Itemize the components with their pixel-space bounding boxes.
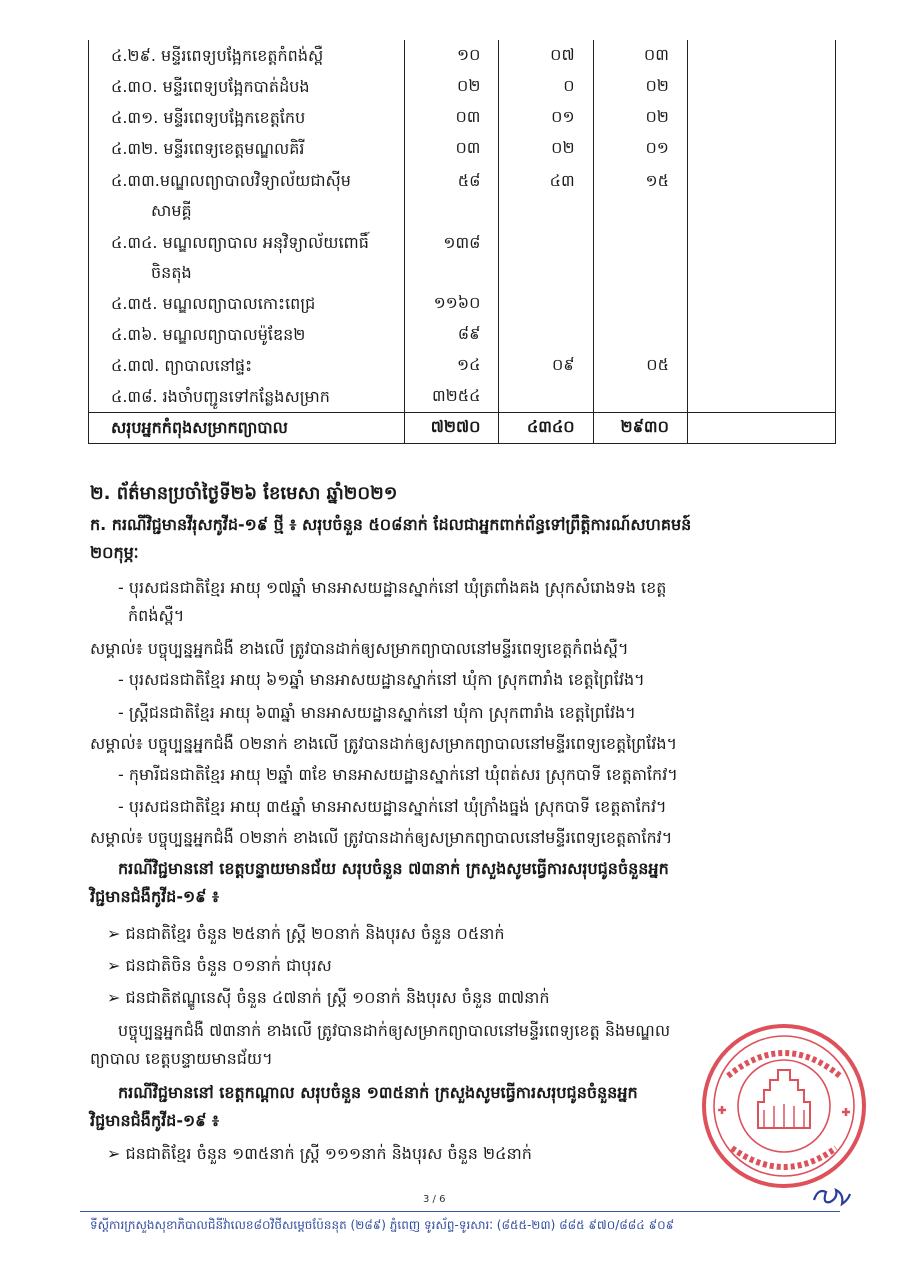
row-notes-cell bbox=[687, 288, 835, 319]
row-value-c3 bbox=[593, 226, 687, 288]
row-value-c3: ១៥ bbox=[593, 164, 687, 226]
banteay-summary-line2: វិជ្ជមានជំងឺកូវីដ-១៩ ៖ bbox=[90, 887, 220, 906]
table-total-row bbox=[89, 413, 836, 444]
row-value-c2: ០៧ bbox=[499, 40, 593, 71]
table-row bbox=[89, 226, 836, 288]
table-row bbox=[89, 381, 836, 413]
row-value-c1: ៥៨ bbox=[405, 164, 499, 226]
row-value-c2 bbox=[499, 319, 593, 350]
row-value-c1: ៨៩ bbox=[405, 319, 499, 350]
footer-divider bbox=[80, 1211, 840, 1212]
bullet-4: - កុមារីជនជាតិខ្មែរ អាយុ ២ឆ្នាំ ៣ខែ មានអាសយដ្ឋានស្នាក់នៅ ឃុំពត់សរ ស្រុកបាទី ខេត្តតាកែវ។ bbox=[118, 765, 678, 784]
row-value-c1: ០២ bbox=[405, 71, 499, 102]
row-value-c3: ០៣ bbox=[593, 40, 687, 71]
case-a-line1: ក. ករណីវិជ្ជមានវីរុសកូវីដ-១៩ ថ្មី ៖ សរុបចំនួន ៥០៨នាក់ ដែលជាអ្នកពាក់ព័ន្ធទៅព្រឹត្តិការណ៍សហគមន៍ bbox=[90, 515, 692, 534]
table-row bbox=[89, 40, 836, 71]
table-row bbox=[89, 319, 836, 350]
row-value-c2: ០២ bbox=[499, 133, 593, 164]
row-label-line: ៤.៣៣.មណ្ឌលព្យាបាលវិទ្យាល័យជាស៊ីម bbox=[111, 171, 351, 190]
row-notes-cell bbox=[687, 164, 835, 226]
note-1: សម្គាល់៖ បច្ចុប្បន្នអ្នកជំងឺ ខាងលើ ត្រូវបានដាក់ឲ្យសម្រាកព្យាបាលនៅមន្ទីរពេទ្យខេត្តកំពង់ស្ពឺ។ bbox=[90, 639, 629, 658]
page-number: 3 / 6 bbox=[423, 1194, 446, 1205]
kandal-summary-line1: ករណីវិជ្ជមាននៅ ខេត្តកណ្តាល សរុបចំនួន ១៣៥នាក់ ក្រសួងសូមធ្វើការសរុបជូនចំនួនអ្នក bbox=[118, 1083, 638, 1102]
row-label-line: ៤.៣៤. មណ្ឌលព្យាបាល អនុវិទ្យាល័យពោធិ៍ bbox=[111, 233, 369, 252]
row-value-c3: ០២ bbox=[593, 71, 687, 102]
row-value-c1: ១៣៨ bbox=[405, 226, 499, 288]
row-value-c2: ០៩ bbox=[499, 350, 593, 381]
row-value-c3: ០៥ bbox=[593, 350, 687, 381]
table-row bbox=[89, 288, 836, 319]
row-value-c1: ១០ bbox=[405, 40, 499, 71]
row-label bbox=[89, 350, 405, 381]
row-value-c2: ០១ bbox=[499, 102, 593, 133]
row-label-line: ៤.៣៨. រងចាំបញ្ជូនទៅកន្លែងសម្រាក bbox=[111, 386, 330, 406]
row-value-c2: ០ bbox=[499, 71, 593, 102]
note-2: សម្គាល់៖ បច្ចុប្បន្នអ្នកជំងឺ ០២នាក់ ខាងលើ ត្រូវបានដាក់ឲ្យសម្រាកព្យាបាលនៅមន្ទីរពេទ្យខេត្តព្រៃវែង។ bbox=[90, 734, 678, 753]
row-value-c1: ០៣ bbox=[405, 102, 499, 133]
row-label-continuation: សាមគ្គី bbox=[151, 201, 192, 220]
row-value-c2 bbox=[499, 288, 593, 319]
total-value-c1: ៧២៧០ bbox=[405, 413, 499, 444]
row-notes-cell bbox=[687, 102, 835, 133]
banteay-item-1: ➢ ជនជាតិខ្មែរ ចំនួន ២៥នាក់ ស្ត្រី ២០នាក់ និងបុរស ចំនួន ០៥នាក់ bbox=[107, 924, 505, 943]
row-label-continuation: ចិនតុង bbox=[151, 263, 192, 282]
banteay-note-line1: បច្ចុប្បន្នអ្នកជំងឺ ៧៣នាក់ ខាងលើ ត្រូវបានដាក់ឲ្យសម្រាកព្យាបាលនៅមន្ទីរពេទ្យខេត្ត និងមណ្ឌល bbox=[118, 1021, 671, 1040]
row-label-line: ៤.៣៥. មណ្ឌលព្យាបាលកោះពេជ្រ bbox=[111, 293, 316, 313]
table-row bbox=[89, 102, 836, 133]
row-label-line: ៤.៣៦. មណ្ឌលព្យាបាលម៉ូឌែន២ bbox=[111, 324, 306, 344]
note-3: សម្គាល់៖ បច្ចុប្បន្នអ្នកជំងឺ ០២នាក់ ខាងលើ ត្រូវបានដាក់ឲ្យសម្រាកព្យាបាលនៅមន្ទីរពេទ្យខេត្តតាកែវ។ bbox=[90, 828, 673, 847]
row-value-c2 bbox=[499, 226, 593, 288]
row-value-c3: ០១ bbox=[593, 133, 687, 164]
row-label bbox=[89, 381, 405, 413]
row-label-line: ៤.៣០. មន្ទីរពេទ្យបង្អែកបាត់ដំបង bbox=[111, 76, 310, 96]
row-label bbox=[89, 71, 405, 102]
row-value-c3 bbox=[593, 381, 687, 413]
row-value-c1: ៣២៥៤ bbox=[405, 381, 499, 413]
row-notes-cell bbox=[687, 40, 835, 71]
kandal-summary-line2: វិជ្ជមានជំងឺកូវីដ-១៩ ៖ bbox=[90, 1111, 220, 1130]
row-label bbox=[89, 319, 405, 350]
row-label bbox=[89, 226, 405, 288]
banteay-item-2: ➢ ជនជាតិចិន ចំនួន ០១នាក់ ជាបុរស bbox=[107, 956, 332, 975]
banteay-item-3: ➢ ជនជាតិឥណ្ឌូនេស៊ី ចំនួន ៤៧នាក់ ស្ត្រី ១០នាក់ និងបុរស ចំនួន ៣៧នាក់ bbox=[107, 988, 550, 1007]
bullet-5: - បុរសជនជាតិខ្មែរ អាយុ ៣៥ឆ្នាំ មានអាសយដ្ឋានស្នាក់នៅ ឃុំក្រាំងធ្នង់ ស្រុកបាទី ខេត្តតាកែវ។ bbox=[118, 797, 667, 816]
row-label bbox=[89, 102, 405, 133]
table-row bbox=[89, 350, 836, 381]
bullet-3: - ស្ត្រីជនជាតិខ្មែរ អាយុ ៦៣ឆ្នាំ មានអាសយដ្ឋានស្នាក់នៅ ឃុំកា ស្រុកពារាំង ខេត្តព្រៃវែង។ bbox=[118, 703, 636, 722]
row-notes-cell bbox=[687, 71, 835, 102]
signature-icon bbox=[808, 1180, 854, 1210]
ministry-seal-icon bbox=[698, 1020, 870, 1192]
row-notes-cell bbox=[687, 381, 835, 413]
row-value-c1: ១៤ bbox=[405, 350, 499, 381]
bullet-1-line1: - បុរសជនជាតិខ្មែរ អាយុ ១៧ឆ្នាំ មានអាសយដ្ឋានស្នាក់នៅ ឃុំត្រពាំងគង ស្រុកសំរោងទង ខេត្ត bbox=[118, 578, 667, 597]
table-row bbox=[89, 133, 836, 164]
row-label-line: ៤.២៩. មន្ទីរពេទ្យបង្អែកខេត្តកំពង់ស្ពឺ bbox=[111, 45, 324, 65]
patients-table bbox=[88, 40, 836, 444]
table-row bbox=[89, 164, 836, 226]
row-value-c2: ៤៣ bbox=[499, 164, 593, 226]
row-value-c2 bbox=[499, 381, 593, 413]
section-heading: ២. ព័ត៌មានប្រចាំថ្ងៃទី២៦ ខែមេសា ឆ្នាំ២០២១ bbox=[90, 483, 398, 504]
footer-address: ទីស្តីការក្រសួងសុខាភិបាលជិនីវ៉ាលេខ៨០វិថីសម្តេចប៉ែននុត (២៨៩) ភ្នំពេញ ទូរស័ព្ទ-ទូរសារៈ (៨៥៥-២៣) ៨៨៥ ៩៧០/៨៨៤ ៩០៩ bbox=[90, 1218, 675, 1232]
bullet-2: - បុរសជនជាតិខ្មែរ អាយុ ៦១ឆ្នាំ មានអាសយដ្ឋានស្នាក់នៅ ឃុំកា ស្រុកពារាំង ខេត្តព្រៃវែង។ bbox=[118, 670, 645, 689]
row-label bbox=[89, 133, 405, 164]
bullet-1-line2: កំពង់ស្ពឺ។ bbox=[128, 606, 185, 625]
row-notes-cell bbox=[687, 226, 835, 288]
total-label: សរុបអ្នកកំពុងសម្រាកព្យាបាល bbox=[89, 413, 405, 444]
row-label bbox=[89, 40, 405, 71]
row-label bbox=[89, 164, 405, 226]
row-label-line: ៤.៣២. មន្ទីរពេទ្យខេត្តមណ្ឌលគិរី bbox=[111, 138, 305, 158]
banteay-summary-line1: ករណីវិជ្ជមាននៅ ខេត្តបន្ទាយមានជ័យ សរុបចំនួន ៧៣នាក់ ក្រសួងសូមធ្វើការសរុបជូនចំនួនអ្នក bbox=[118, 859, 669, 878]
row-value-c1: ០៣ bbox=[405, 133, 499, 164]
row-value-c3 bbox=[593, 319, 687, 350]
row-notes-cell bbox=[687, 350, 835, 381]
total-value-c2: ៤៣៤០ bbox=[499, 413, 593, 444]
case-a-line2: ២០កុម្ភៈ bbox=[90, 543, 139, 562]
row-value-c1: ១១៦០ bbox=[405, 288, 499, 319]
row-value-c3 bbox=[593, 288, 687, 319]
row-notes-cell bbox=[687, 319, 835, 350]
row-label-line: ៤.៣១. មន្ទីរពេទ្យបង្អែកខេត្តកែប bbox=[111, 107, 306, 127]
kandal-item-1: ➢ ជនជាតិខ្មែរ ចំនួន ១៣៥នាក់ ស្ត្រី ១១១នាក់ និងបុរស ចំនួន ២៤នាក់ bbox=[107, 1144, 532, 1163]
row-value-c3: ០២ bbox=[593, 102, 687, 133]
banteay-note-line2: ព្យាបាល ខេត្តបន្ទាយមានជ័យ។ bbox=[90, 1049, 273, 1068]
total-notes-cell bbox=[687, 413, 835, 444]
total-value-c3: ២៩៣០ bbox=[593, 413, 687, 444]
table-row bbox=[89, 71, 836, 102]
row-label-line: ៤.៣៧. ព្យាបាលនៅផ្ទះ bbox=[111, 355, 253, 375]
row-notes-cell bbox=[687, 133, 835, 164]
row-label bbox=[89, 288, 405, 319]
